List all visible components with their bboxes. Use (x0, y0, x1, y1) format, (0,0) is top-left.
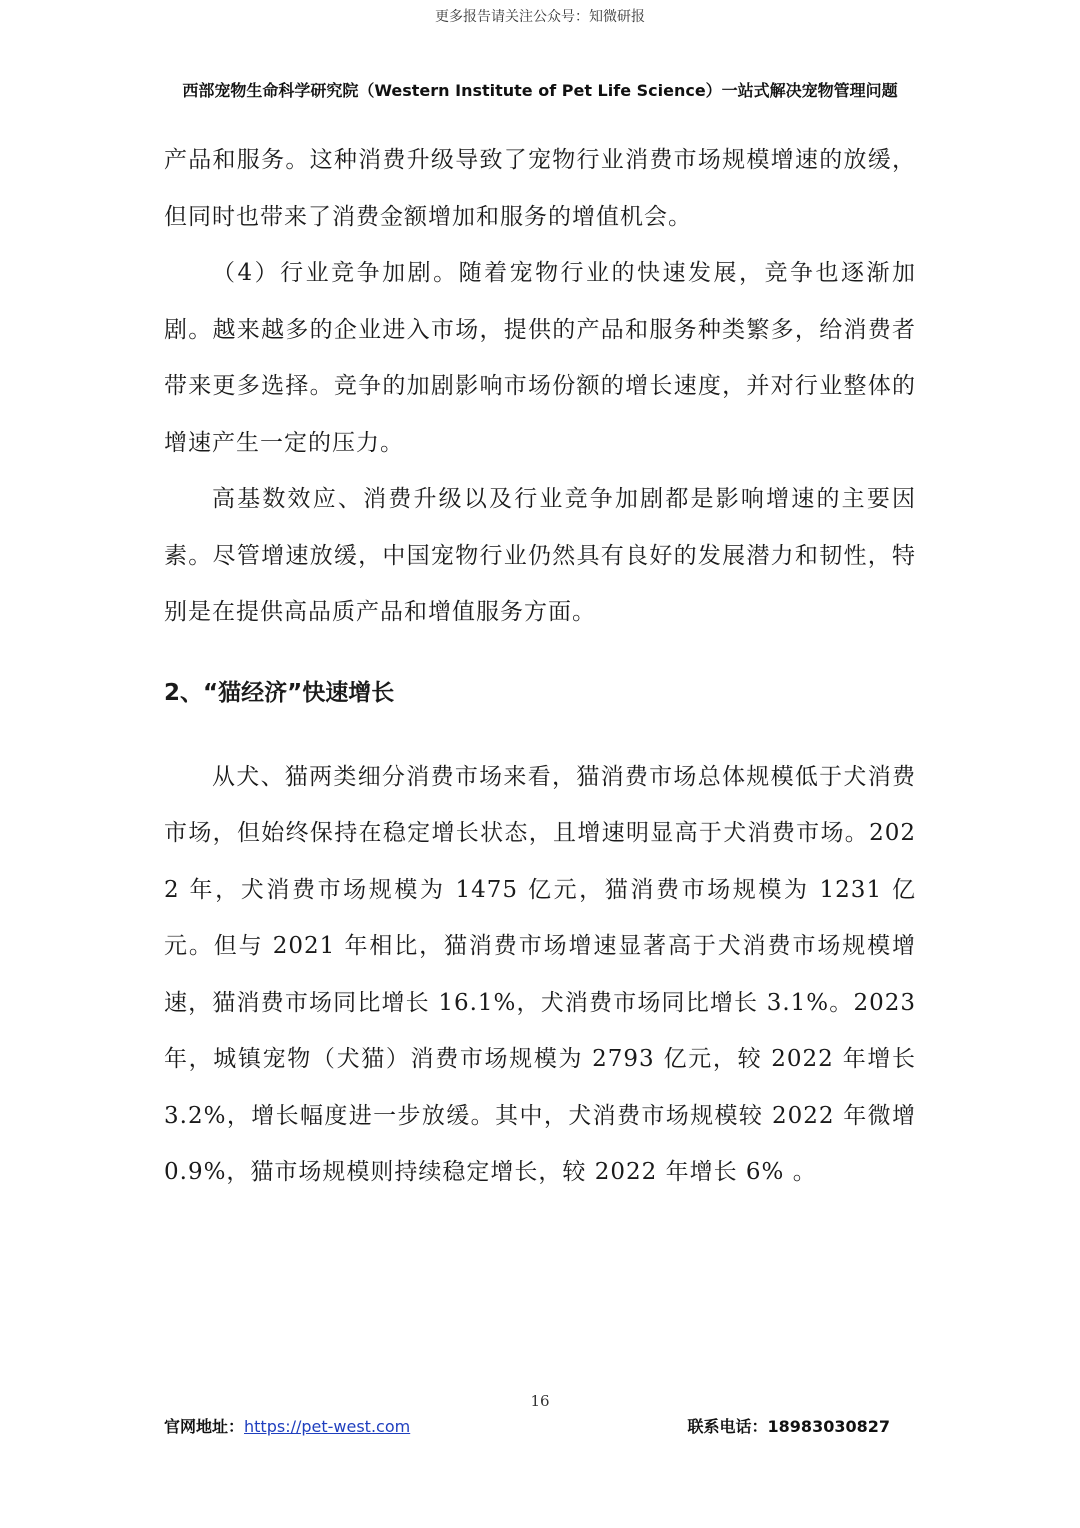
paragraph-cat-dog-market: 从犬、猫两类细分消费市场来看，猫消费市场总体规模低于犬消费市场，但始终保持在稳定增长状态，且增速明显高于犬消费市场。2022 年，犬消费市场规模为 1475 亿元，猫消费市场规模为 1231 亿元。但与 2021 年相比，猫消费市场增速显著高于犬消费市场规模增速，猫消费市场同比增长 16.1%，犬消费市场同比增长 3.1%。2023 年，城镇宠物（犬猫）消费市场规模为 2793 亿元，较 2022 年增长 3.2%，增长幅度进一步放缓。其中，犬消费市场规模较 2022 年微增 0.9%，猫市场规模则持续稳定增长，较 2022 年增长 6% 。 (164, 763, 916, 1185)
paragraph-summary: 高基数效应、消费升级以及行业竞争加剧都是影响增速的主要因素。尽管增速放缓，中国宠物行业仍然具有良好的发展潜力和韧性，特别是在提供高品质产品和增值服务方面。 (164, 486, 916, 625)
paragraph-competition: （4）行业竞争加剧。随着宠物行业的快速发展，竞争也逐渐加剧。越来越多的企业进入市场，提供的产品和服务种类繁多，给消费者带来更多选择。竞争的加剧影响市场份额的增长速度，并对行业整体的增速产生一定的压力。 (164, 260, 916, 456)
document-body (164, 132, 916, 1201)
top-note: 更多报告请关注公众号：知微研报 (435, 9, 645, 25)
paragraph-consumption-upgrade: 产品和服务。这种消费升级导致了宠物行业消费市场规模增速的放缓，但同时也带来了消费金额增加和服务的增值机会。 (164, 147, 916, 230)
page-number: 16 (530, 1392, 550, 1410)
phone-number: 18983030827 (767, 1417, 890, 1436)
website-label: 官网地址： (164, 1417, 245, 1436)
section-heading-cat-economy: 2、“猫经济”快速增长 (164, 679, 395, 706)
footer-phone (688, 1414, 890, 1437)
page-header-title: 西部宠物生命科学研究院（Western Institute of Pet Life Science）一站式解决宠物管理问题 (182, 81, 898, 100)
phone-label: 联系电话： (687, 1417, 768, 1436)
footer-website (164, 1414, 410, 1437)
website-link[interactable]: https://pet-west.com (244, 1417, 411, 1436)
